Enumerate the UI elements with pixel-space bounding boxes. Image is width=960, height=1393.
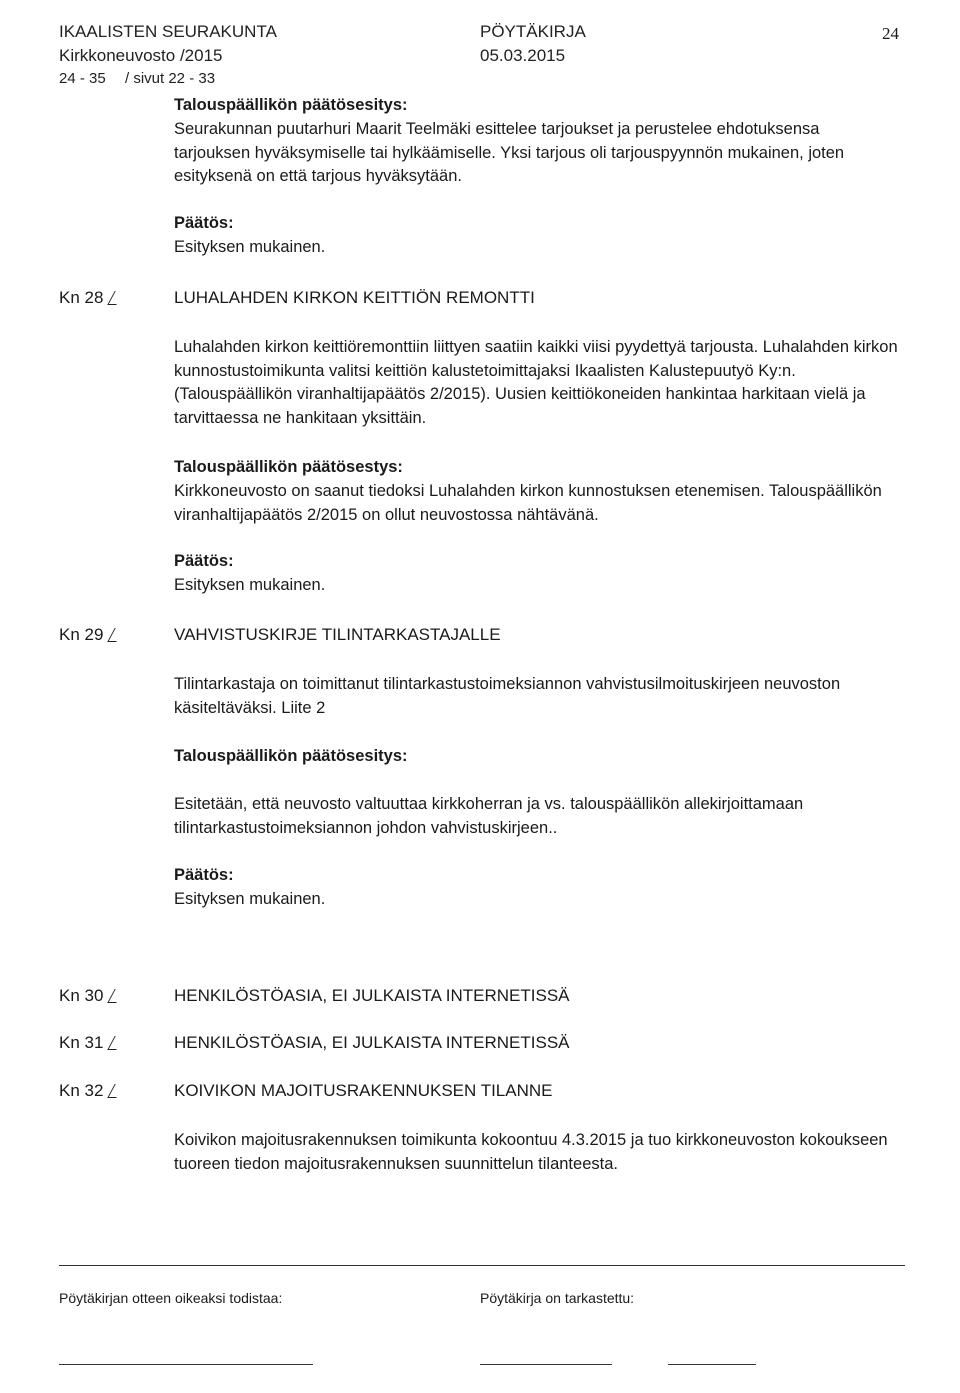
section-number-kn30: Kn 30 — [59, 986, 104, 1005]
signature-line — [668, 1364, 756, 1365]
kn29-decision-label: Päätös: — [174, 866, 234, 884]
section-title-kn30: HENKILÖSTÖASIA, EI JULKAISTA INTERNETISSÄ — [174, 986, 570, 1005]
section-title-kn29: VAHVISTUSKIRJE TILINTARKASTAJALLE — [174, 625, 501, 644]
kn29-heading: Talouspäällikön päätösesitys: — [174, 747, 408, 765]
footer-divider — [59, 1265, 905, 1266]
section-number-kn32: Kn 32 — [59, 1081, 104, 1100]
kn28-text: Luhalahden kirkon keittiöremonttiin liittyen saatiin kaikki viisi pyydettyä tarjousta. Luhalahden kirkon kunnostustoimikunta valitsi keittiön kalustetoimittajaksi Ikaalisten Kalustepuutyö Ky:n. (Talouspäällikön viranhaltijapäätös 2/2015). Uusien keittiökoneiden hankintaa harkitaan vielä ja tarvittaessa ne hankitaan yksittäin. — [174, 338, 898, 427]
signature-line — [59, 1364, 313, 1365]
section-title-kn28: LUHALAHDEN KIRKON KEITTIÖN REMONTTI — [174, 288, 535, 307]
intro-decision-label: Päätös: — [174, 214, 234, 232]
section-number-kn29: Kn 29 — [59, 625, 104, 644]
kn29-text: Tilintarkastaja on toimittanut tilintarkastustoimeksiannon vahvistusilmoituskirjeen neuvoston käsiteltäväksi. Liite 2 — [174, 675, 841, 717]
kn28-decision-label: Päätös: — [174, 552, 234, 570]
section-mark-icon — [107, 989, 123, 1003]
intro-heading: Talouspäällikön päätösesitys: — [174, 96, 408, 114]
section-title-kn32: KOIVIKON MAJOITUSRAKENNUKSEN TILANNE — [174, 1081, 553, 1100]
header-range: 24 - 35 — [59, 70, 106, 87]
page-number: 24 — [882, 24, 899, 43]
kn29-text2: Esitetään, että neuvosto valtuuttaa kirkkoherran ja vs. talouspäällikön allekirjoittamaan tilintarkastustoimeksiannon johdon vahvistuskirjeen.. — [174, 795, 804, 837]
kn28-heading: Talouspäällikön päätösestys: — [174, 458, 403, 476]
section-title-kn31: HENKILÖSTÖASIA, EI JULKAISTA INTERNETISSÄ — [174, 1033, 570, 1052]
section-number-kn31: Kn 31 — [59, 1033, 104, 1052]
section-mark-icon — [107, 628, 123, 642]
header-body: Kirkkoneuvosto /2015 — [59, 46, 223, 65]
section-mark-icon — [107, 1036, 123, 1050]
intro-text: Seurakunnan puutarhuri Maarit Teelmäki esittelee tarjoukset ja perustelee ehdotuksensa tarjouksen hyväksymiselle tai hylkäämiselle. Yksi tarjous oli tarjouspyynnön mukainen, joten esityksenä on että tarjous hyväksytään. — [174, 120, 845, 185]
footer-certify-label: Pöytäkirjan otteen oikeaksi todistaa: — [59, 1290, 283, 1306]
kn28-decision: Esityksen mukainen. — [174, 576, 326, 594]
signature-line — [480, 1364, 612, 1365]
kn32-text: Koivikon majoitusrakennuksen toimikunta kokoontuu 4.3.2015 ja tuo kirkkoneuvoston kokoukseen tuoreen tiedon majoitusrakennuksen suunnittelun tilanteesta. — [174, 1131, 888, 1173]
header-doc-type: PÖYTÄKIRJA — [480, 22, 586, 41]
footer-checked-label: Pöytäkirja on tarkastettu: — [480, 1290, 635, 1306]
section-mark-icon — [107, 1084, 123, 1098]
section-number-kn28: Kn 28 — [59, 288, 104, 307]
header-date: 05.03.2015 — [480, 46, 566, 65]
kn28-text2: Kirkkoneuvosto on saanut tiedoksi Luhalahden kirkon kunnostuksen etenemisen. Talouspäällikön viranhaltijapäätös 2/2015 on ollut neuvostossa nähtävänä. — [174, 482, 882, 524]
intro-decision: Esityksen mukainen. — [174, 238, 326, 256]
section-mark-icon — [107, 291, 123, 305]
header-org: IKAALISTEN SEURAKUNTA — [59, 22, 277, 41]
kn29-decision: Esityksen mukainen. — [174, 890, 326, 908]
header-pages: / sivut 22 - 33 — [125, 70, 216, 87]
